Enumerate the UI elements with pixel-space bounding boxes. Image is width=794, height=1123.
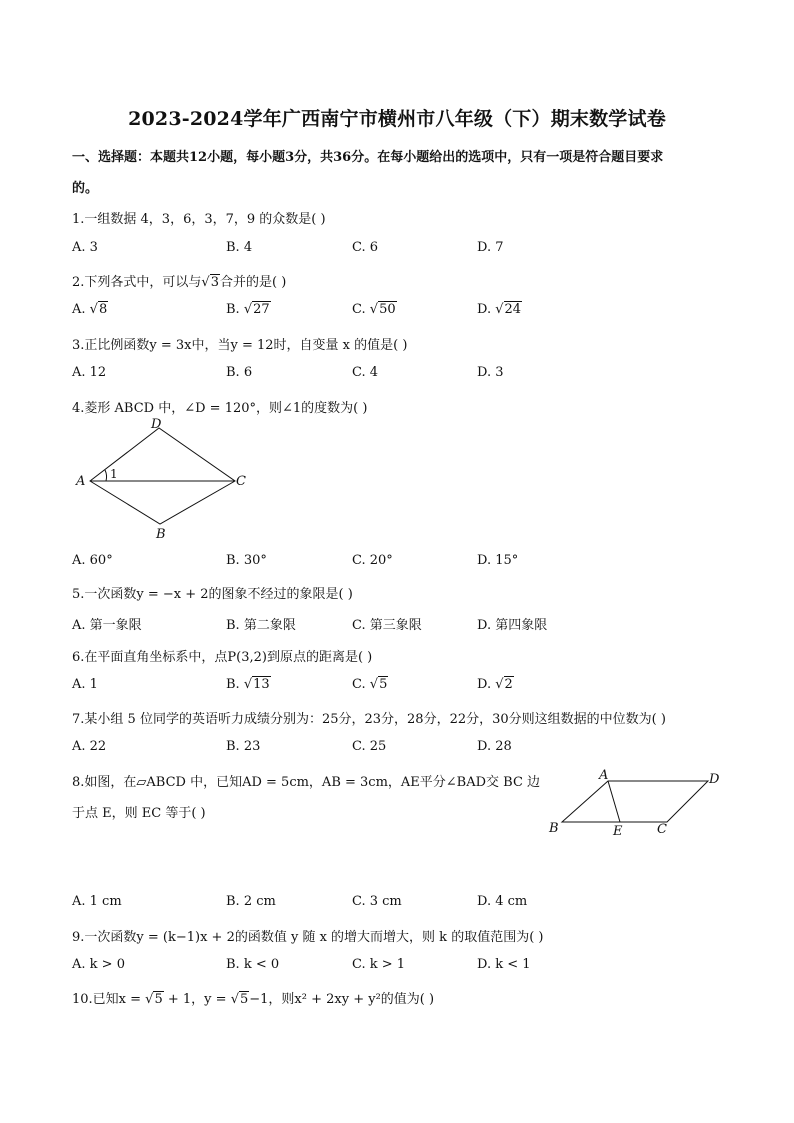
option-a: A. 60° xyxy=(72,553,113,568)
option-b: B. 6 xyxy=(226,365,253,380)
radical: √5 xyxy=(145,992,163,1007)
question-6-options xyxy=(72,677,732,697)
question-1-options xyxy=(72,240,732,260)
section-heading-line2: 的。 xyxy=(72,181,99,196)
option-c: C. 第三象限 xyxy=(352,618,422,633)
label-c: C xyxy=(657,822,667,837)
label-c: C xyxy=(236,474,246,489)
option-d: D. 7 xyxy=(477,240,504,255)
option-c: C. √5 xyxy=(352,677,388,692)
radicand: 5 xyxy=(239,992,249,1007)
stem-text: 合并的是( ) xyxy=(219,275,287,290)
question-6-stem: 6.在平面直角坐标系中，点P(3,2)到原点的距离是( ) xyxy=(72,650,373,665)
option-a: A. 第一象限 xyxy=(72,618,142,633)
option-c: C. 3 cm xyxy=(352,894,402,909)
question-4-stem: 4.菱形 ABCD 中，∠D = 120°，则∠1的度数为( ) xyxy=(72,401,368,416)
option-b: B. 第二象限 xyxy=(226,618,296,633)
option-c: C. 25 xyxy=(352,739,387,754)
question-2-stem xyxy=(72,271,286,290)
radical: √5 xyxy=(230,992,249,1007)
option-a: A. 12 xyxy=(72,365,107,380)
option-b: B. 23 xyxy=(226,739,261,754)
option-a: A. 1 xyxy=(72,677,98,692)
section-heading-line1: 一、选择题：本题共12小题，每小题3分，共36分。在每小题给出的选项中，只有一项是符合题目要求 xyxy=(72,150,664,165)
question-8-options xyxy=(72,894,732,914)
option-a: A. k > 0 xyxy=(72,957,125,972)
option-b: B. √27 xyxy=(226,302,270,317)
option-d: D. √2 xyxy=(477,677,513,692)
option-c: C. k > 1 xyxy=(352,957,406,972)
label-a: A xyxy=(76,474,86,489)
question-3-options xyxy=(72,365,732,385)
label-b: B xyxy=(156,527,166,542)
stem-text: 10.已知x = xyxy=(72,992,146,1007)
stem-text: 2.下列各式中，可以与 xyxy=(72,275,202,290)
segment-ae xyxy=(608,781,620,822)
question-9-stem: 9.一次函数y = (k−1)x + 2的函数值 y 随 x 的增大而增大，则 k 的取值范围为( ) xyxy=(72,930,544,945)
label-d: D xyxy=(151,418,162,432)
radical: √3 xyxy=(201,275,219,290)
rhombus-figure xyxy=(72,418,262,546)
option-b: B. 2 cm xyxy=(226,894,276,909)
option-b: B. 30° xyxy=(226,553,267,568)
option-d: D. 28 xyxy=(477,739,512,754)
label-e: E xyxy=(613,824,623,839)
question-7-options xyxy=(72,739,732,759)
option-d: D. 15° xyxy=(477,553,519,568)
option-d: D. 第四象限 xyxy=(477,618,548,633)
option-b: B. √13 xyxy=(226,677,270,692)
option-c: C. 20° xyxy=(352,553,393,568)
option-c: C. √50 xyxy=(352,302,396,317)
question-3-stem: 3.正比例函数y = 3x中，当y = 12时，自变量 x 的值是( ) xyxy=(72,338,408,353)
option-b: B. k < 0 xyxy=(226,957,280,972)
question-4-options xyxy=(72,553,732,573)
parallelogram-outline xyxy=(562,781,708,822)
question-7-stem: 7.某小组 5 位同学的英语听力成绩分别为：25分，23分，28分，22分，30分则这组数据的中位数为( ) xyxy=(72,712,666,727)
angle-1-arc xyxy=(105,470,107,481)
radicand: 5 xyxy=(154,992,163,1007)
label-d: D xyxy=(709,772,720,787)
stem-text: + 1，y = xyxy=(163,992,231,1007)
parallelogram-figure xyxy=(540,765,730,840)
page-title: 2023-2024学年广西南宁市横州市八年级（下）期末数学试卷 xyxy=(128,108,666,130)
question-8-stem-line1: 8.如图，在▱ABCD 中，已知AD = 5cm，AB = 3cm，AE平分∠BAD交 BC 边 xyxy=(72,775,541,790)
question-9-options xyxy=(72,957,732,977)
label-b: B xyxy=(549,821,559,836)
option-d: D. 3 xyxy=(477,365,504,380)
radicand: 3 xyxy=(210,275,219,290)
label-a: A xyxy=(599,768,609,783)
question-5-stem: 5.一次函数y = −x + 2的图象不经过的象限是( ) xyxy=(72,587,353,602)
option-c: C. 6 xyxy=(352,240,379,255)
question-2-options xyxy=(72,302,732,322)
option-d: D. k < 1 xyxy=(477,957,531,972)
option-a: A. 1 cm xyxy=(72,894,122,909)
option-c: C. 4 xyxy=(352,365,379,380)
question-10-stem xyxy=(72,988,434,1007)
stem-text: −1，则x² + 2xy + y²的值为( ) xyxy=(249,992,435,1007)
question-8-stem-line2: 于点 E，则 EC 等于( ) xyxy=(72,806,206,821)
option-a: A. 3 xyxy=(72,240,98,255)
question-5-options xyxy=(72,614,732,634)
option-d: D. √24 xyxy=(477,302,522,317)
option-a: A. √8 xyxy=(72,302,108,317)
label-angle-1: 1 xyxy=(110,467,118,481)
question-1-stem: 1.一组数据 4，3，6，3，7，9 的众数是( ) xyxy=(72,212,326,227)
option-d: D. 4 cm xyxy=(477,894,528,909)
option-b: B. 4 xyxy=(226,240,253,255)
option-a: A. 22 xyxy=(72,739,107,754)
